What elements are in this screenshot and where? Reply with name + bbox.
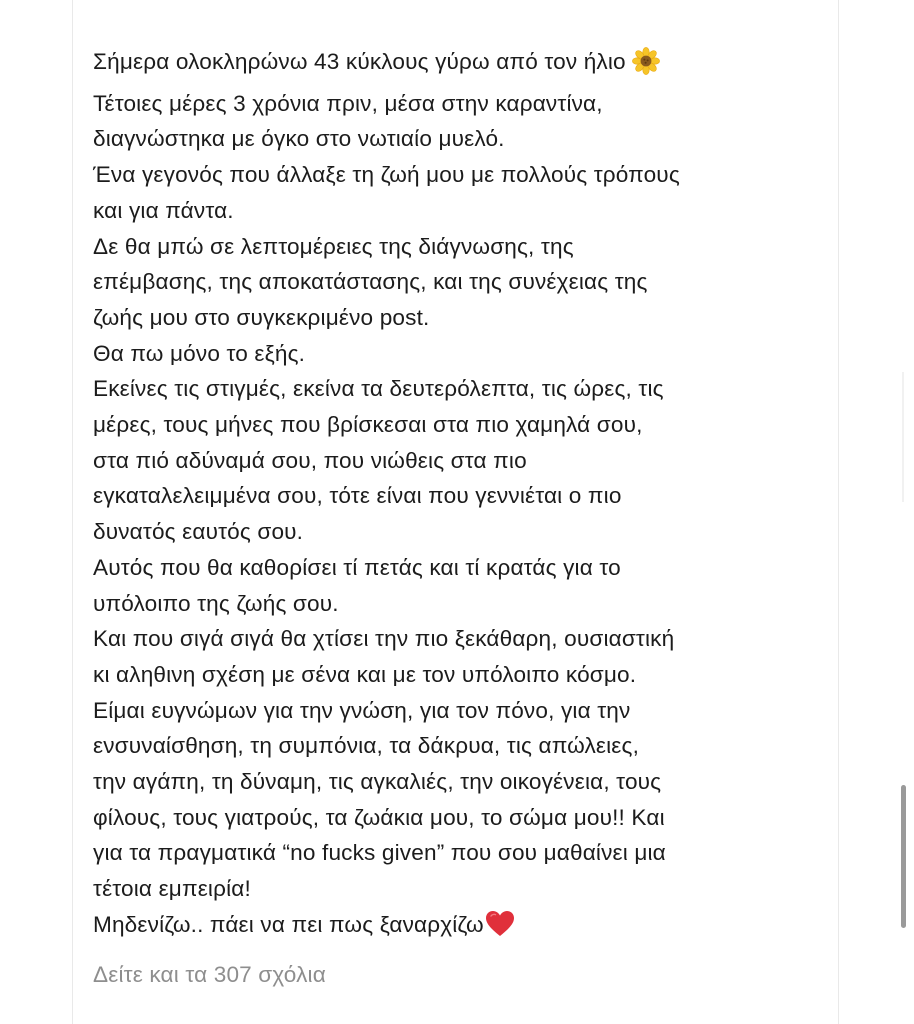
scrollbar-thumb[interactable] <box>901 785 906 928</box>
caption-line: ενσυναίσθηση, τη συμπόνια, τα δάκρυα, τις απώλειες, <box>93 733 639 759</box>
caption-line: Τέτοιες μέρες 3 χρόνια πριν, μέσα στην καραντίνα, <box>93 90 603 116</box>
caption-line: διαγνώστηκα με όγκο στο νωτιαίο μυελό. <box>93 126 505 152</box>
post-frame-left-border <box>72 0 73 1024</box>
caption-line: Δε θα μπώ σε λεπτομέρειες της διάγνωσης, της <box>93 233 574 259</box>
caption-line: μέρες, τους μήνες που βρίσκεσαι στα πιο χαμηλά σου, <box>93 412 643 438</box>
caption-line: Θα πω μόνο το εξής. <box>93 340 306 366</box>
caption-line: για τα πραγματικά “no fucks given” που σου μαθαίνει μια <box>93 840 666 866</box>
caption-line: Σήμερα ολοκληρώνω 43 κύκλους γύρω από τον ήλιο <box>93 44 828 86</box>
heart-icon <box>485 910 515 949</box>
caption-line: Μηδενίζω.. πάει να πει πως ξαναρχίζω <box>93 907 828 949</box>
caption-line: φίλους, τους γιατρούς, τα ζωάκια μου, το σώμα μου!! Και <box>93 804 665 830</box>
caption-line: δυνατός εαυτός σου. <box>93 519 304 545</box>
caption-line: εγκαταλελειμμένα σου, τότε είναι που γεννιέται ο πιο <box>93 483 622 509</box>
view-all-comments-link[interactable]: Δείτε και τα 307 σχόλια <box>93 961 326 987</box>
caption-line: ζωής μου στο συγκεκριμένο post. <box>93 304 430 330</box>
caption-line: την αγάπη, τη δύναμη, τις αγκαλιές, την οικογένεια, τους <box>93 769 662 795</box>
vertical-scrollbar[interactable] <box>899 0 909 1024</box>
caption-line: και για πάντα. <box>93 197 234 223</box>
caption-line: Ένα γεγονός που άλλαξε τη ζωή μου με πολλούς τρόπους <box>93 162 680 188</box>
sunflower-icon <box>632 47 660 86</box>
scrollbar-track-hint <box>902 372 904 502</box>
caption-line: τέτοια εμπειρία! <box>93 876 251 902</box>
caption-line: στα πιό αδύναμά σου, που νιώθεις στα πιο <box>93 447 527 473</box>
caption-line: επέμβασης, της αποκατάστασης, και της συνέχειας της <box>93 269 648 295</box>
caption-line: κι αληθινη σχέση με σένα και με τον υπόλοιπο κόσμο. <box>93 661 637 687</box>
caption-line: Και που σιγά σιγά θα χτίσει την πιο ξεκάθαρη, ουσιαστική <box>93 626 675 652</box>
caption-line: Αυτός που θα καθορίσει τί πετάς και τί κρατάς για το <box>93 554 621 580</box>
caption-text <box>93 44 828 949</box>
post-frame-right-border <box>838 0 839 1024</box>
caption-line: Είμαι ευγνώμων για την γνώση, για τον πόνο, για την <box>93 697 631 723</box>
caption-line: υπόλοιπο της ζωής σου. <box>93 590 339 616</box>
caption-line: Εκείνες τις στιγμές, εκείνα τα δευτερόλεπτα, τις ώρες, τις <box>93 376 664 402</box>
post-caption <box>93 44 828 992</box>
